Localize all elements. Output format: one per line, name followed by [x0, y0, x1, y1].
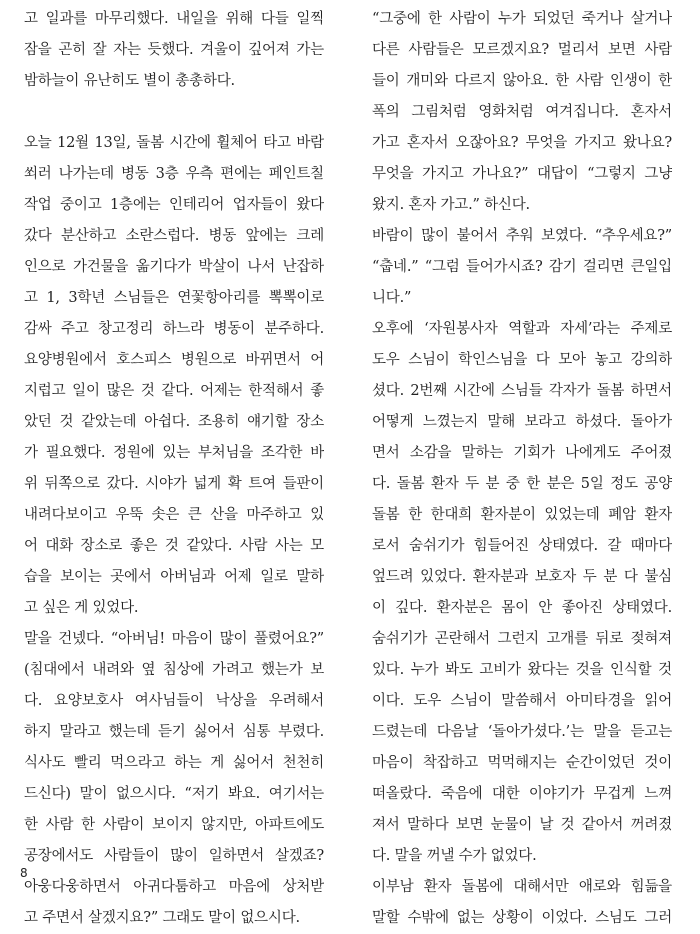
text-line: 어 대화 장소로 좋은 것 같았다. 사람 사는 모 — [24, 538, 324, 554]
text-line: 말을 건넸다. “아버님! 마음이 많이 풀렸어요?” — [24, 631, 324, 647]
text-line: 감싸 주고 창고정리 하느라 병동이 분주하다. — [24, 321, 324, 337]
text-line: 아웅다웅하면서 아귀다툼하고 마음에 상처받 — [24, 879, 324, 895]
text-line: 면서 소감을 말하는 기회가 나에게도 주어졌 — [372, 445, 672, 461]
text-line: “춥네.” “그럼 들어가시죠? 감기 걸리면 큰일입 — [372, 259, 672, 275]
text-line: 이다. 도우 스님이 말씀해서 아미타경을 읽어 — [372, 693, 672, 709]
text-line: 떠올랐다. 죽음에 대한 이야기가 무겁게 느껴 — [372, 786, 672, 802]
text-line: 가고 혼자서 오잖아요? 무엇을 가지고 왔나요? — [372, 135, 672, 151]
text-line: 드렸는데 다음날 ‘돌아가셨다.’는 말을 듣고는 — [372, 724, 672, 740]
text-line: 식사도 빨리 먹으라고 하는 게 싫어서 천천히 — [24, 755, 324, 771]
text-line: 인으로 가건물을 옮기다가 박살이 나서 난잡하 — [24, 259, 324, 275]
text-line: 다. 말을 꺼낼 수가 없었다. — [372, 848, 537, 864]
text-line: 하지 말라고 했는데 듣기 싫어서 심통 부렸다. — [24, 724, 324, 740]
text-line: 말할 수밖에 없는 상황이 이었다. 스님도 그러 — [372, 910, 672, 926]
page-number: 8 — [20, 866, 28, 880]
text-line: 왔지. 혼자 가고.” 하신다. — [372, 197, 530, 213]
text-line: 쐬러 나가는데 병동 3층 우측 편에는 페인트칠 — [24, 166, 324, 182]
text-line: “그중에 한 사람이 누가 되었던 죽거나 살거나 — [372, 11, 672, 27]
text-line: 들이 개미와 다르지 않아요. 한 사람 인생이 한 — [372, 73, 672, 89]
text-line: 고 1, 3학년 스님들은 연꽃항아리를 뽁뽁이로 — [24, 290, 324, 306]
text-line: 가 필요했다. 정원에 있는 부처님을 조각한 바 — [24, 445, 324, 461]
text-line: 엎드려 있었다. 환자분과 보호자 두 분 다 불심 — [372, 569, 672, 585]
text-line: 습을 보이는 곳에서 아버님과 어제 일로 말하 — [24, 569, 324, 585]
text-line: 공장에서도 사람들이 많이 일하면서 살겠죠? — [24, 848, 324, 864]
text-line: 무엇을 가지고 가나요?” 대답이 “그렇지 그냥 — [372, 166, 672, 182]
text-line: 다. 돌봄 환자 두 분 중 한 분은 5일 정도 공양 — [372, 476, 672, 492]
text-line: 드신다) 말이 없으시다. “저기 봐요. 여기서는 — [24, 786, 324, 802]
text-line: 작업 중이고 1층에는 인테리어 업자들이 왔다 — [24, 197, 324, 213]
text-line: 았던 것 같았는데 아쉽다. 조용히 얘기할 장소 — [24, 414, 324, 430]
left-column — [24, 4, 324, 934]
text-line: 요양병원에서 호스피스 병원으로 바뀌면서 어 — [24, 352, 324, 368]
text-line: 폭의 그림처럼 영화처럼 여겨집니다. 혼자서 — [372, 104, 672, 120]
text-line: 이 깊다. 환자분은 몸이 안 좋아진 상태였다. — [372, 600, 672, 616]
text-line: 로서 숨쉬기가 힘들어진 상태였다. 갈 때마다 — [372, 538, 672, 554]
text-line: 다른 사람들은 모르겠지요? 멀리서 보면 사람 — [372, 42, 672, 58]
text-line: 내려다보이고 우뚝 솟은 큰 산을 마주하고 있 — [24, 507, 324, 523]
text-line: 어떻게 느꼈는지 말해 보라고 하셨다. 돌아가 — [372, 414, 672, 430]
text-line: 셨다. 2번째 시간에 스님들 각자가 돌봄 하면서 — [372, 383, 672, 399]
text-line: 이부남 환자 돌봄에 대해서만 애로와 힘듦을 — [372, 879, 672, 895]
text-line: 갔다 분산하고 소란스럽다. 병동 앞에는 크레 — [24, 228, 324, 244]
text-line: 다. 요양보호사 여사님들이 낙상을 우려해서 — [24, 693, 324, 709]
text-line: 고 주면서 살겠지요?” 그래도 말이 없으시다. — [24, 910, 300, 926]
text-line: 고 싶은 게 있었다. — [24, 600, 139, 616]
text-line: 오후에 ‘자원봉사자 역할과 자세’라는 주제로 — [372, 321, 672, 337]
text-line: 위 뒤쪽으로 갔다. 시야가 넓게 확 트여 들판이 — [24, 476, 324, 492]
text-line: 돌봄 한 한대희 환자분이 있었는데 폐암 환자 — [372, 507, 672, 523]
text-line: 있다. 누가 봐도 고비가 왔다는 것을 인식할 것 — [372, 662, 672, 678]
right-column — [372, 4, 672, 934]
paragraph-gap — [24, 97, 324, 128]
text-line: 잠을 곤히 잘 자는 듯했다. 겨울이 깊어져 가는 — [24, 42, 324, 58]
text-line: 마음이 착잡하고 먹먹해지는 순간이었던 것이 — [372, 755, 672, 771]
text-line: 오늘 12월 13일, 돌봄 시간에 휠체어 타고 바람 — [24, 135, 324, 151]
text-line: 숨쉬기가 곤란해서 그런지 고개를 뒤로 젖혀져 — [372, 631, 672, 647]
text-line: 져서 말하다 보면 눈물이 날 것 같아서 꺼려졌 — [372, 817, 672, 833]
text-line: 한 사람 한 사람이 보이지 않지만, 아파트에도 — [24, 817, 324, 833]
text-line: 지럽고 일이 많은 것 같다. 어제는 한적해서 좋 — [24, 383, 324, 399]
text-line: 바람이 많이 불어서 추워 보였다. “추우세요?” — [372, 228, 672, 244]
text-line: 고 일과를 마무리했다. 내일을 위해 다들 일찍 — [24, 11, 324, 27]
text-line: (침대에서 내려와 옆 침상에 가려고 했는가 보 — [24, 662, 324, 678]
text-line: 밤하늘이 유난히도 별이 총총하다. — [24, 73, 235, 89]
text-line: 도우 스님이 학인스님을 다 모아 놓고 강의하 — [372, 352, 672, 368]
text-line: 니다.” — [372, 290, 412, 306]
